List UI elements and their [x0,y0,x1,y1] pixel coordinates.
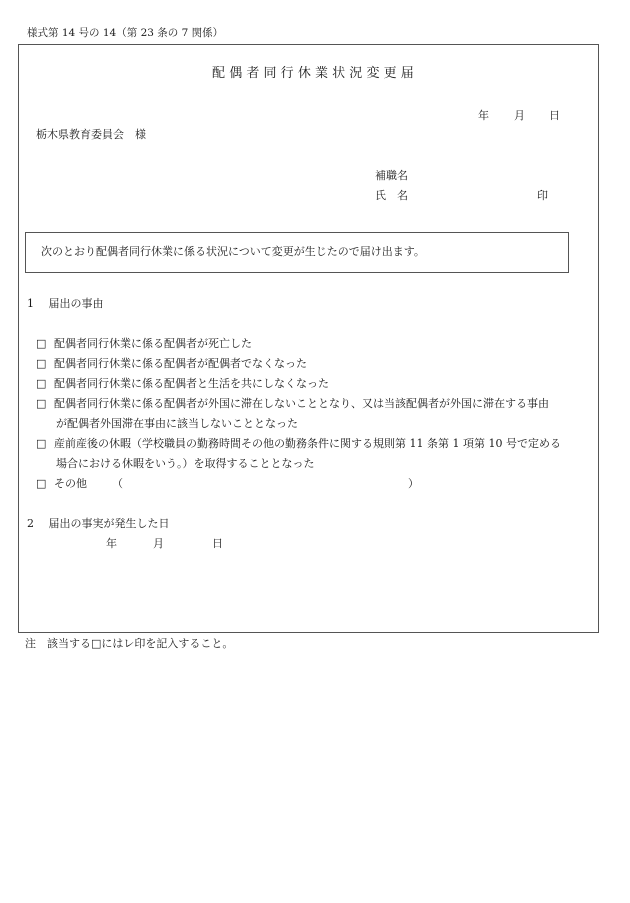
section1-heading: 1 届出の事由 [27,297,104,310]
date-month-label: 月 [514,109,525,122]
reason-item-text: 配偶者同行休業に係る配偶者と生活を共にしなくなった [54,377,329,390]
checkbox[interactable]: □ [36,337,47,350]
date-year-label: 年 [478,109,489,122]
page-title: 配偶者同行休業状況変更届 [212,66,418,81]
reason-item-text: 配偶者同行休業に係る配偶者が外国に滞在しないこととなり、又は当該配偶者が外国に滞在する事由 [54,397,549,410]
name-label: 氏 名 [375,189,408,202]
reason-item-5 [36,438,561,449]
position-label: 補職名 [375,169,408,182]
checkbox[interactable]: □ [36,437,47,450]
occurrence-year-label: 年 [106,537,117,550]
checkbox[interactable]: □ [36,397,47,410]
section2-heading: 2 届出の事実が発生した日 [27,517,170,530]
reason-item-text: 産前産後の休暇（学校職員の勤務時間その他の勤務条件に関する規則第 11 条第 1 項第 10 号で定める [54,437,561,450]
other-label: その他 [54,477,87,490]
addressee: 栃木県教育委員会 様 [36,128,146,141]
checkbox[interactable]: □ [36,357,47,370]
reason-item-5-continued: 場合における休暇をいう。）を取得することとなった [56,457,315,470]
checkbox[interactable]: □ [36,477,47,490]
reason-item-2 [36,358,307,369]
reason-item-4 [36,398,549,409]
footnote: 注 該当する□にはレ印を記入すること。 [25,637,234,650]
reason-item-1 [36,338,252,349]
reason-item-3 [36,378,329,389]
reason-item-text: 配偶者同行休業に係る配偶者が死亡した [54,337,252,350]
reason-item-text: 配偶者同行休業に係る配偶者が配偶者でなくなった [54,357,307,370]
seal-mark: 印 [537,189,548,202]
notice-text: 次のとおり配偶者同行休業に係る状況について変更が生じたので届け出ます。 [41,245,425,258]
reason-item-4-continued: が配偶者外国滞在事由に該当しないこととなった [56,417,298,430]
checkbox[interactable]: □ [36,377,47,390]
other-close-paren: ） [408,477,419,490]
occurrence-day-label: 日 [212,537,223,550]
form-number: 様式第 14 号の 14（第 23 条の 7 関係） [27,27,224,39]
date-day-label: 日 [549,109,560,122]
occurrence-month-label: 月 [153,537,164,550]
reason-item-other [36,478,87,489]
other-open-paren: （ [112,477,123,490]
